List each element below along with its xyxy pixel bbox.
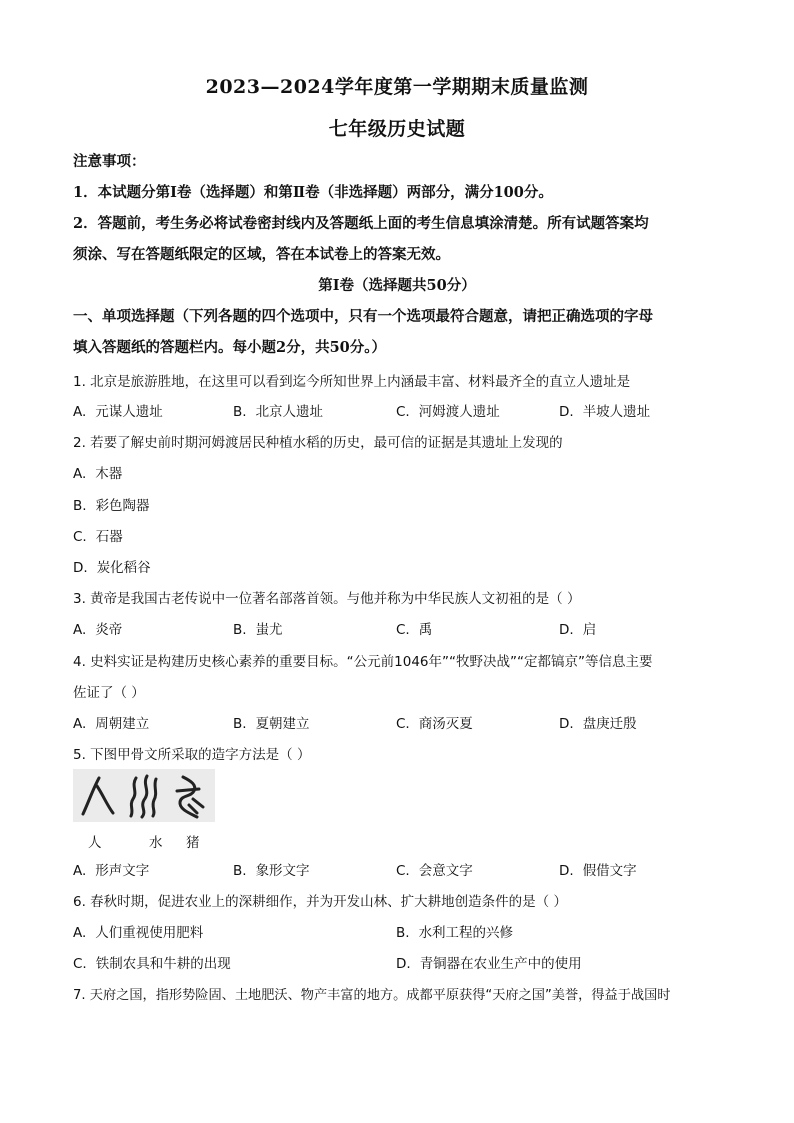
question-1-option-d[interactable]: D. 半坡人遗址 [559,404,651,420]
caption-water: 水 [149,835,163,851]
exam-title: 2023—2024学年度第一学期期末质量监测 [205,76,589,98]
question-2-stem: 2. 若要了解史前时期河姆渡居民种植水稻的历史，最可信的证据是其遗址上发现的 [73,435,563,451]
question-2-option-b[interactable]: B. 彩色陶器 [73,498,150,514]
question-3-option-d[interactable]: D. 启 [559,622,597,638]
question-1-option-c[interactable]: C. 河姆渡人遗址 [396,404,500,420]
question-4-option-c[interactable]: C. 商汤灭夏 [396,716,473,732]
question-4-stem-line-2: 佐证了（ ） [73,685,145,701]
oracle-bone-image [73,769,215,822]
question-2-option-d[interactable]: D. 炭化稻谷 [73,560,151,576]
question-5-option-d[interactable]: D. 假借文字 [559,863,637,879]
question-7-stem: 7. 天府之国，指形势险固、土地肥沃、物产丰富的地方。成都平原获得“天府之国”美誉，得益于战国时 [73,988,671,1003]
question-5-option-a[interactable]: A. 形声文字 [73,863,150,879]
question-5-option-c[interactable]: C. 会意文字 [396,863,473,879]
question-3-option-a[interactable]: A. 炎帝 [73,622,123,638]
question-5-stem: 5. 下图甲骨文所采取的造字方法是（ ） [73,747,311,763]
question-4-option-b[interactable]: B. 夏朝建立 [233,716,310,732]
oracle-person-glyph [73,769,120,822]
notice-heading: 注意事项： [73,153,146,170]
question-3-option-c[interactable]: C. 禹 [396,622,433,638]
question-2-option-a[interactable]: A. 木器 [73,466,123,482]
section-instructions-line-2: 填入答题纸的答题栏内。每小题2分，共50分。） [73,339,387,356]
caption-pig: 猪 [186,835,200,851]
notice-item-2-line-1: 2．答题前，考生务必将试卷密封线内及答题纸上面的考生信息填涂清楚。所有试题答案均 [73,215,649,232]
section-instructions-line-1: 一、单项选择题（下列各题的四个选项中，只有一个选项最符合题意，请把正确选项的字母 [73,308,653,325]
question-6-option-c[interactable]: C. 铁制农具和牛耕的出现 [73,956,231,972]
question-6-options-row-1 [73,921,733,941]
question-6-stem: 6. 春秋时期，促进农业上的深耕细作，并为开发山林、扩大耕地创造条件的是（ ） [73,894,567,910]
question-6-option-a[interactable]: A. 人们重视使用肥料 [73,925,204,941]
question-4-option-a[interactable]: A. 周朝建立 [73,716,150,732]
notice-item-2-line-2: 须涂、写在答题纸限定的区域，答在本试卷上的答案无效。 [73,246,450,263]
oracle-pig-glyph [167,769,214,822]
oracle-water-glyph [120,769,167,822]
question-5-option-b[interactable]: B. 象形文字 [233,863,310,879]
question-1-option-a[interactable]: A. 元谋人遗址 [73,404,163,420]
exam-subtitle: 七年级历史试题 [328,118,466,140]
question-4-option-d[interactable]: D. 盘庚迁殷 [559,716,637,732]
question-6-option-d[interactable]: D. 青铜器在农业生产中的使用 [396,956,582,972]
question-1-stem: 1. 北京是旅游胜地，在这里可以看到迄今所知世界上内涵最丰富、材料最齐全的直立人遗址是 [73,374,631,390]
question-4-stem-line-1: 4. 史料实证是构建历史核心素养的重要目标。“公元前1046年”“牧野决战”“定都镐京”等信息主要 [73,654,653,670]
question-5-options [73,859,733,879]
question-2-option-c[interactable]: C. 石器 [73,529,123,545]
question-6-option-b[interactable]: B. 水利工程的兴修 [396,925,514,941]
question-6-options-row-2 [73,952,733,972]
question-3-option-b[interactable]: B. 蚩尤 [233,622,283,638]
question-3-options [73,618,733,638]
question-1-option-b[interactable]: B. 北京人遗址 [233,404,324,420]
caption-person: 人 [88,835,102,851]
section-title: 第Ⅰ卷（选择题共50分） [318,277,476,294]
question-3-stem: 3. 黄帝是我国古老传说中一位著名部落首领。与他并称为中华民族人文初祖的是（ ） [73,591,581,607]
notice-item-1: 1．本试题分第Ⅰ卷（选择题）和第Ⅱ卷（非选择题）两部分，满分100分。 [73,184,553,201]
question-4-options [73,712,733,732]
question-1-options [73,400,733,420]
